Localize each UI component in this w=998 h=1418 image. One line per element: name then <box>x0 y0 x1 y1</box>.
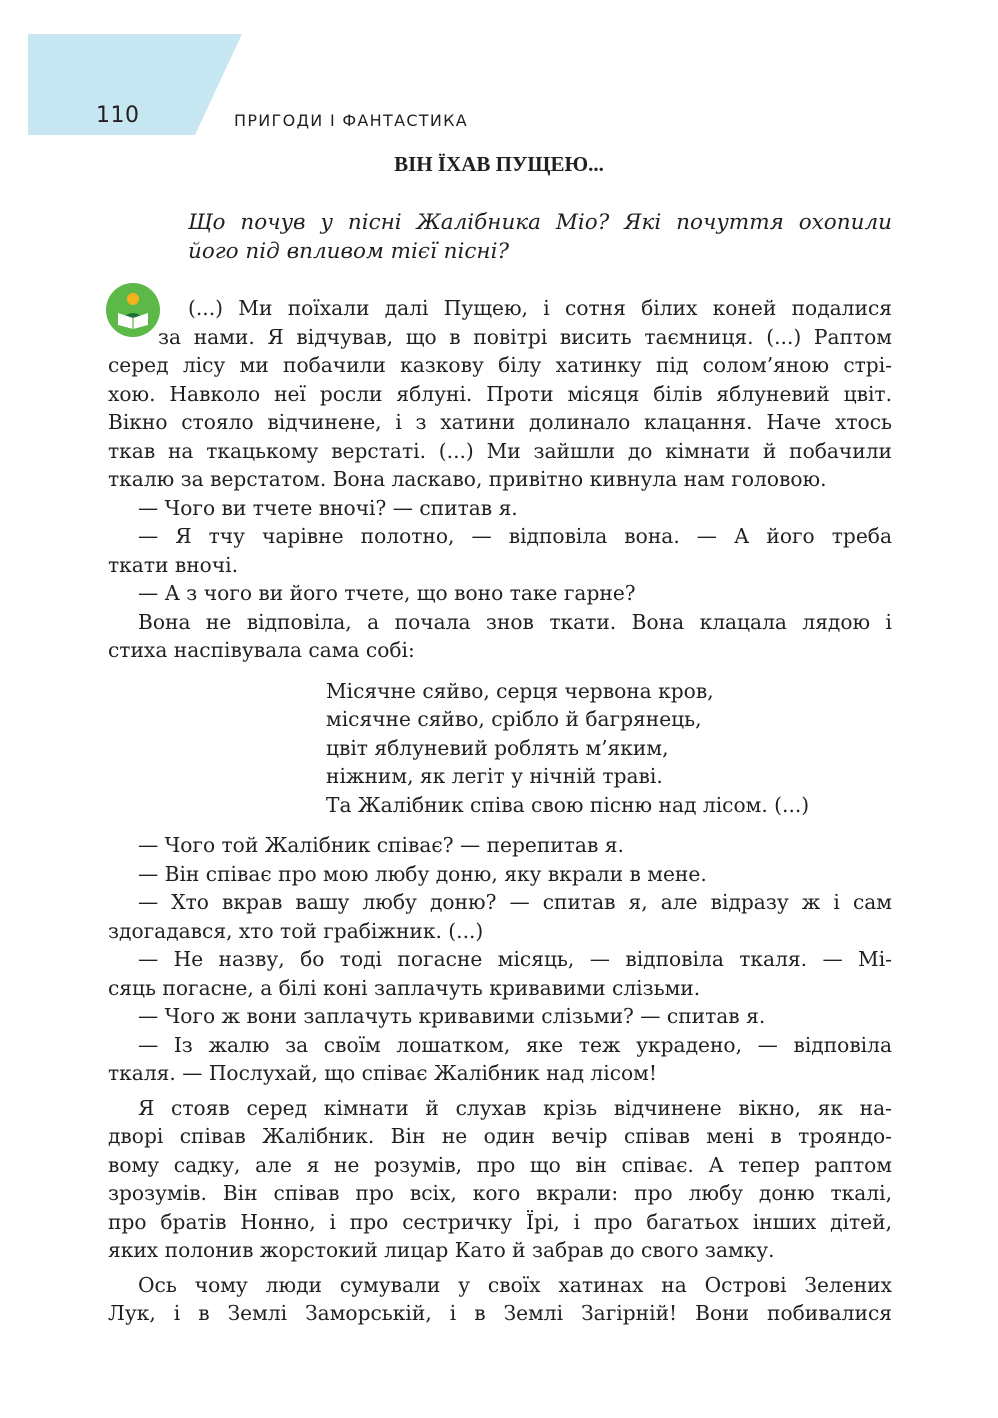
text-line: сяць погасне, а білі коні заплачуть кривавими слізьми. <box>108 975 701 1000</box>
text-line: зрозумів. Він співав про всіх, кого вкрали: про любу доню ткалі, <box>108 1181 892 1205</box>
text-line: за нами. Я відчував, що в повітрі висить таємниця. (...) Раптом <box>158 324 892 349</box>
text-line: — А з чого ви його тчете, що воно таке гарне? <box>138 581 636 605</box>
text-line: Я стояв серед кімнати й слухав крізь відчинене вікно, як на- <box>138 1095 892 1120</box>
chapter-title: ВІН ЇХАВ ПУЩЕЮ... <box>394 152 604 176</box>
text-line: про братів Нонно, і про сестричку Їрі, і про багатьох інших дітей, <box>108 1209 892 1234</box>
text-line: — Хто вкрав вашу любу доню? — спитав я, але відразу ж і сам <box>138 890 892 914</box>
page-number: 110 <box>96 103 140 128</box>
text-line: — Чого той Жалібник співає? — перепитав я. <box>138 833 624 857</box>
poem-line: Та Жалібник співа свою пісню над лісом. (...) <box>326 792 810 817</box>
section-title: ПРИГОДИ І ФАНТАСТИКА <box>234 111 469 130</box>
text-line: вому садку, але я не розумів, про що він співає. А тепер раптом <box>108 1152 892 1177</box>
text-line: здогадався, хто той грабіжник. (...) <box>108 918 484 943</box>
question-line: його під впливом тієї пісні? <box>188 238 509 264</box>
text-line: — Чого ви тчете вночі? — спитав я. <box>138 495 518 520</box>
text-line: — Не назву, бо тоді погасне місяць, — відповіла ткаля. — Мі- <box>138 947 892 971</box>
poem-line: місячне сяйво, срібло й багрянець, <box>326 707 702 731</box>
text-line: стиха наспівувала сама собі: <box>108 638 415 662</box>
text-line: Вона не відповіла, а почала знов ткати. Вона клацала лядою і <box>138 609 892 634</box>
text-line: Лук, і в Землі Заморській, і в Землі Загірній! Вони побивалися <box>108 1301 892 1325</box>
poem-line: ніжним, як легіт у нічній траві. <box>326 764 663 788</box>
poem <box>108 677 892 820</box>
story-text <box>108 294 892 1328</box>
text-line: ткати вночі. <box>108 552 239 577</box>
text-line: серед лісу ми побачили казкову білу хатинку під солом’яною стрі- <box>108 353 892 377</box>
poem-line: цвіт яблуневий роблять м’яким, <box>326 735 669 760</box>
text-line: хою. Навколо неї росли яблуні. Проти місяця білів яблуневий цвіт. <box>108 381 892 406</box>
text-line: ткаля. — Послухай, що співає Жалібник над лісом! <box>108 1061 657 1085</box>
text-line: — Чого ж вони заплачуть кривавими слізьми? — спитав я. <box>138 1004 766 1028</box>
text-line: ткалю за верстатом. Вона ласкаво, привітно кивнула нам головою. <box>108 467 827 491</box>
text-line: дворі співав Жалібник. Він не один вечір співав мені в трояндо- <box>108 1124 892 1148</box>
text-line: Ось чому люди сумували у своїх хатинах на Острові Зелених <box>138 1272 892 1297</box>
text-line: — Він співає про мою любу доню, яку вкрали в мене. <box>138 861 707 886</box>
question-block <box>188 209 892 266</box>
poem-line: Місячне сяйво, серця червона кров, <box>326 678 714 703</box>
text-line: (...) Ми поїхали далі Пущею, і сотня білих коней подалися <box>188 296 892 320</box>
text-line: — Я тчу чарівне полотно, — відповіла вона. — А його треба <box>138 524 892 548</box>
text-line: Вікно стояло відчинене, і з хатини долинало клацання. Наче хтось <box>108 410 892 434</box>
text-line: — Із жалю за своїм лошатком, яке теж украдено, — відповіла <box>138 1032 892 1057</box>
question-line: Що почув у пісні Жалібника Міо? Які почуття охопили <box>188 210 892 235</box>
text-line: яких полонив жорстокий лицар Като й забрав до свого замку. <box>108 1238 775 1262</box>
text-line: ткав на ткацькому верстаті. (...) Ми зайшли до кімнати й побачили <box>108 438 892 463</box>
